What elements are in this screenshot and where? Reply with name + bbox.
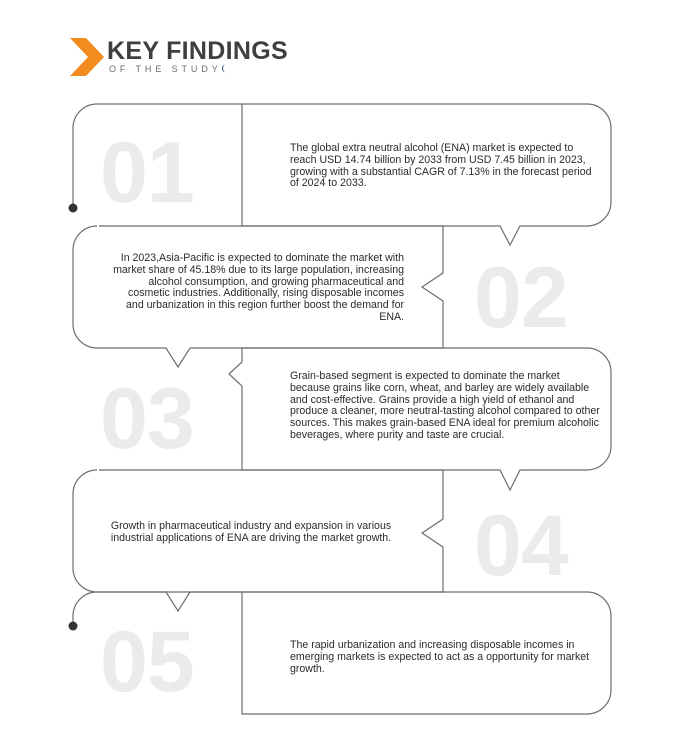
start-dot	[69, 204, 78, 213]
finding-number-05: 05	[100, 614, 194, 710]
finding-number-02: 02	[474, 250, 568, 346]
page-subtitle: OF THE STUDY	[109, 64, 222, 74]
finding-text-02: In 2023,Asia-Pacific is expected to dominate the market with market share of 45.18% due to its large population, increasing alcohol consumption, and growing pharmaceutical and cosmetic industries. Additionally, rising disposable incomes and urbanization in this region further boost the demand for ENA.	[113, 252, 404, 323]
finding-text-01: The global extra neutral alcohol (ENA) market is expected to reach USD 14.74 billion by 2033 from USD 7.45 billion in 2023, growing with a substantial CAGR of 7.13% in the forecast period of 2024 to 2033.	[290, 142, 592, 190]
finding-number-01: 01	[100, 125, 194, 221]
end-dot	[69, 622, 78, 631]
finding-text-04: Growth in pharmaceutical industry and expansion in various industrial applications of ENA are driving the market growth.	[110, 520, 392, 544]
finding-text-05: The rapid urbanization and increasing disposable incomes in emerging markets is expected to act as a opportunity for market growth.	[290, 639, 590, 675]
page-title: KEY FINDINGS	[107, 37, 288, 65]
finding-number-04: 04	[474, 498, 568, 594]
finding-text-03: Grain-based segment is expected to dominate the market because grains like corn, wheat, and barley are widely available and cost-effective. Grains provide a high yield of ethanol and produce a cleaner, more neutral-tasting alcohol compared to other sources. This makes grain-based ENA ideal for premium alcoholic beverages, where purity and taste are crucial.	[290, 370, 600, 441]
finding-number-03: 03	[100, 371, 194, 467]
